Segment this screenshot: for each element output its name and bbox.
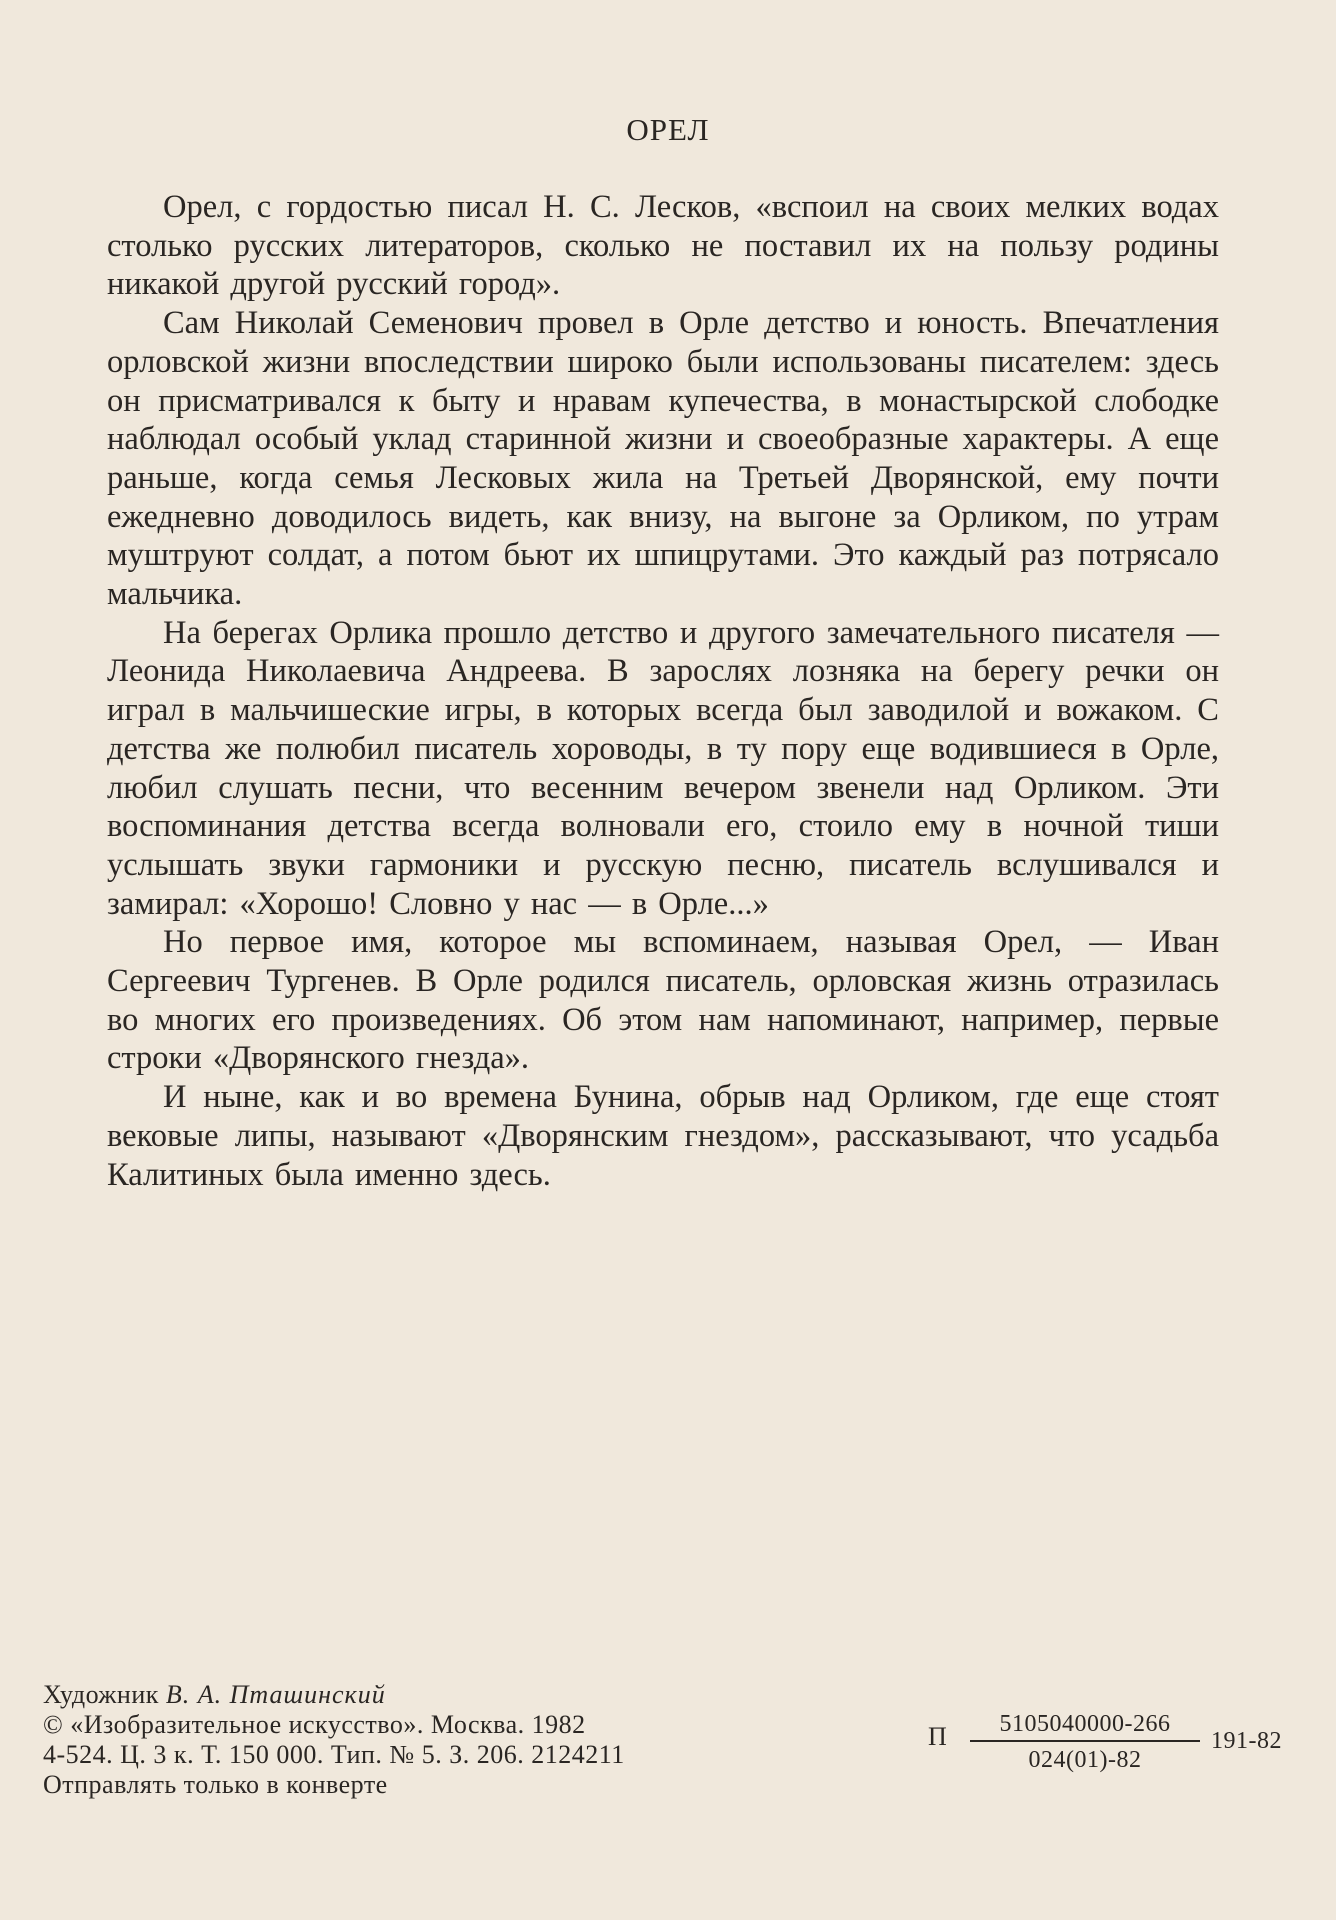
publisher-info <box>43 1710 863 1800</box>
article-body <box>107 188 1219 1194</box>
page-title: ОРЕЛ <box>626 112 710 147</box>
imprint-details <box>43 1710 1293 1810</box>
paragraph-3: На берегах Орлика прошло детство и другого замечательного писателя — Леонида Николаевича Андреева. В зарослях лозняка на берегу речки он играл в мальчишеские игры, в которых всегда был заводилой и вожаком. С детства же полюбил писатель хороводы, в ту пору еще водившиеся в Орле, любил слушать песни, что весенним вечером звенели над Орликом. Эти воспоминания детства всегда волновали его, стоило ему в ночной тиши услышать звуки гармоники и русскую песню, писатель вслушивался и замирал: «Хорошо! Словно у нас — в Орле...» <box>107 614 1219 922</box>
artist-name: В. А. Пташинский <box>165 1680 386 1709</box>
publisher-line: © «Изобразительное искусство». Москва. 1982 <box>43 1710 586 1739</box>
artist-label: Художник <box>43 1680 159 1709</box>
catalog-index <box>928 1710 1328 1780</box>
imprint-footer <box>43 1680 1293 1810</box>
paragraph-1: Орел, с гордостью писал Н. С. Лесков, «вспоил на своих мелких водах столько русских литераторов, сколько не поставил их на пользу родины никакой другой русский город». <box>107 189 1219 303</box>
mailing-note: Отправлять только в конверте <box>43 1770 388 1799</box>
index-suffix: 191-82 <box>1211 1728 1282 1754</box>
print-line: 4-524. Ц. 3 к. Т. 150 000. Тип. № 5. З. 206. 2124211 <box>43 1740 625 1769</box>
paragraph-2: Сам Николай Семенович провел в Орле детство и юность. Впечатления орловской жизни впоследствии широко были использованы писателем: здесь он присматривался к быту и нравам купечества, в монастырской слободке наблюдал особый уклад старинной жизни и своеобразные характеры. А еще раньше, когда семья Лесковых жила на Третьей Дворянской, ему почти ежедневно доводилось видеть, как внизу, на выгоне за Орликом, по утрам муштруют солдат, а потом бьют их шпицрутами. Это каждый раз потрясало мальчика. <box>107 305 1219 613</box>
artist-credit <box>43 1680 1293 1710</box>
index-denominator: 024(01)-82 <box>1028 1747 1142 1773</box>
index-fraction <box>970 1710 1200 1774</box>
index-numerator: 5105040000-266 <box>970 1710 1200 1742</box>
paragraph-5: И ныне, как и во времена Бунина, обрыв над Орликом, где еще стоят вековые липы, называют «Дворянским гнездом», рассказывают, что усадьба Калитиных была именно здесь. <box>107 1079 1219 1193</box>
paragraph-4: Но первое имя, которое мы вспоминаем, называя Орел, — Иван Сергеевич Тургенев. В Орле родился писатель, орловская жизнь отразилась во многих его произведениях. Об этом нам напоминают, например, первые строки «Дворянского гнезда». <box>107 924 1219 1077</box>
index-prefix: П <box>928 1722 948 1751</box>
